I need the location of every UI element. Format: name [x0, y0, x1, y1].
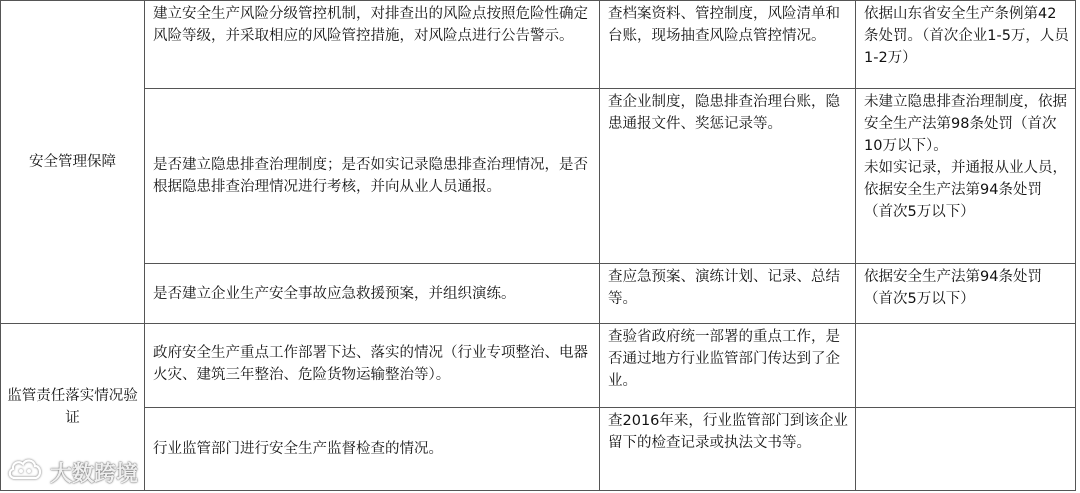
watermark-text: 大数跨境	[50, 461, 139, 487]
requirement-cell: 是否建立隐患排查治理制度；是否如实记录隐患排查治理情况，是否根据隐患排查治理情况进行考核，并向从业人员通报。	[145, 89, 600, 264]
method-cell: 查2016年来，行业监管部门到该企业留下的检查记录或执法文书等。	[600, 408, 856, 491]
table-row	[1, 324, 1076, 408]
penalty-cell	[856, 1, 1076, 89]
table-row	[1, 408, 1076, 491]
requirement-cell: 政府安全生产重点工作部署下达、落实的情况（行业专项整治、电器火灾、建筑三年整治、危险货物运输整治等）。	[145, 324, 600, 408]
penalty-text: 依据山东省安全生产条例第42条处罚。（首次企业1-5万，人员1-2万）	[864, 6, 1069, 66]
method-cell: 查应急预案、演练计划、记录、总结等。	[600, 264, 856, 324]
method-cell: 查档案资料、管控制度，风险清单和台账，现场抽查风险点管控情况。	[600, 1, 856, 89]
penalty-cell-empty	[856, 408, 1076, 491]
penalty-text: 未建立隐患排查治理制度，依据安全生产法第98条处罚（首次10万以下）。	[864, 94, 1067, 154]
requirement-cell: 建立安全生产风险分级管控机制，对排查出的风险点按照危险性确定风险等级，并采取相应的风险管控措施，对风险点进行公告警示。	[145, 1, 600, 89]
penalty-text: 依据安全生产法第94条处罚（首次5万以下）	[864, 269, 1042, 307]
method-cell: 查企业制度，隐患排查治理台账，隐患通报文件、奖惩记录等。	[600, 89, 856, 264]
category-cell	[1, 324, 145, 491]
method-cell: 查验省政府统一部署的重点工作，是否通过地方行业监管部门传达到了企业。	[600, 324, 856, 408]
category-label: 安全管理保障	[29, 154, 116, 170]
requirement-cell: 是否建立企业生产安全事故应急救援预案，并组织演练。	[145, 264, 600, 324]
table-row	[1, 264, 1076, 324]
category-label: 监管责任落实情况验证	[7, 388, 138, 426]
requirement-cell: 行业监管部门进行安全生产监督检查的情况。	[145, 408, 600, 491]
penalty-cell-empty	[856, 324, 1076, 408]
table-row	[1, 89, 1076, 264]
penalty-cell	[856, 89, 1076, 264]
category-cell	[1, 1, 145, 324]
penalty-cell	[856, 264, 1076, 324]
penalty-text: 未如实记录，并通报从业人员，依据安全生产法第94条处罚（首次5万以下）	[864, 160, 1067, 220]
table-row	[1, 1, 1076, 89]
